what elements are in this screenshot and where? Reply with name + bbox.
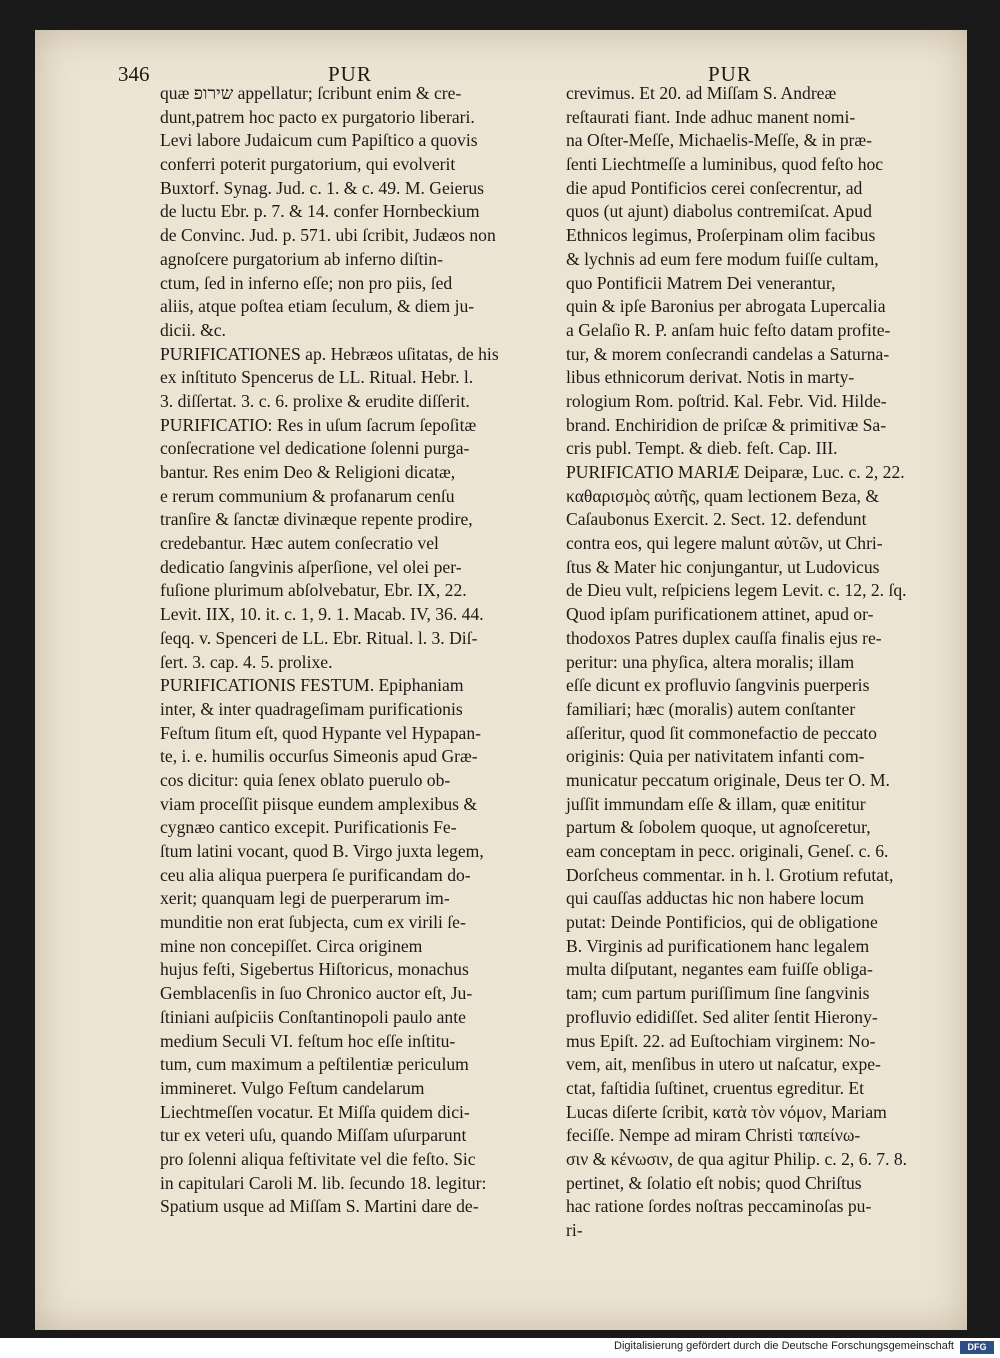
- text-line: quos (ut ajunt) diabolus contremiſcat. Apud: [566, 201, 872, 222]
- text-line: bantur. Res enim Deo & Religioni dicatæ,: [160, 462, 456, 482]
- text-line: tur ex veteri uſu, quando Miſſam uſurparunt: [160, 1125, 467, 1146]
- text-line: crevimus. Et 20. ad Miſſam S. Andreæ: [566, 83, 837, 103]
- text-line: Spatium usque ad Miſſam S. Martini dare de-: [160, 1196, 479, 1217]
- text-line: quæ שירופ appellatur; ſcribunt enim & cre-: [160, 83, 462, 103]
- text-line: ſtus & Mater hic conjungantur, ut Ludovicus: [566, 556, 880, 577]
- text-line: Dorſcheus commentar. in h. l. Grotium refutat,: [566, 864, 894, 885]
- text-line: & lychnis ad eum fere modum fuiſſe cultam,: [566, 248, 879, 269]
- text-line: Feſtum ſitum eſt, quod Hypante vel Hypapan-: [160, 722, 482, 743]
- text-line: Lucas diſerte ſcribit, κατὰ τὸν νόμον, Mariam: [566, 1101, 887, 1122]
- text-line: ſeqq. v. Spenceri de LL. Ebr. Ritual. l. 3. Diſ-: [160, 627, 478, 648]
- text-line: eſſe dicunt ex profluvio ſangvinis puerperis: [566, 675, 870, 696]
- text-line: aſſeritur, quod ſit commonefactio de peccato: [566, 722, 877, 743]
- text-line: familiari; hæc (moralis) autem conſtanter: [566, 698, 856, 719]
- text-line: die apud Pontificios cerei conſecrentur, ad: [566, 177, 863, 198]
- text-line: eam conceptam in pecc. originali, Geneſ. c. 6.: [566, 841, 889, 861]
- text-line: multa diſputant, negantes eam fuiſſe obliga-: [566, 959, 873, 980]
- text-line: quin & ipſe Baronius per abrogata Lupercalia: [566, 296, 886, 317]
- text-line: conſecratione vel dedicatione ſolenni purga-: [160, 438, 470, 459]
- text-line: conferri poterit purgatorium, qui evolverit: [160, 154, 456, 175]
- text-line: PURIFICATIONIS FESTUM. Epiphaniam: [160, 675, 464, 696]
- text-line: Ethnicos legimus, Proſerpinam olim facibus: [566, 225, 876, 246]
- text-line: B. Virginis ad purificationem hanc legalem: [566, 935, 870, 956]
- text-line: σιν & κένωσιν, de qua agitur Philip. c. 2, 6. 7. 8.: [566, 1148, 908, 1169]
- text-line: de Convinc. Jud. p. 571. ubi ſcribit, Judæos non: [160, 225, 496, 246]
- text-line: partum & ſobolem quoque, ut agnoſceretur,: [566, 817, 871, 838]
- text-line: ceu alia aliqua puerpera ſe purificandam do-: [160, 864, 471, 885]
- text-line: cygnæo cantico excepit. Purificationis Fe-: [160, 817, 457, 838]
- text-line: pro ſolenni aliqua feſtivitate vel die feſto. Sic: [160, 1148, 476, 1169]
- text-line: xerit; quanquam legi de puerperarum im-: [160, 888, 450, 909]
- text-line: 3. diſſertat. 3. c. 6. prolixe & erudite diſſerit.: [160, 390, 470, 411]
- text-line: viam proceſſit piisque eundem amplexibus &: [160, 793, 478, 814]
- text-line: ſert. 3. cap. 4. 5. prolixe.: [160, 651, 333, 672]
- text-line: qui cauſſas adductas hic non habere locum: [566, 888, 865, 909]
- text-line: munditie non erat ſubjecta, cum ex virili ſe-: [160, 912, 466, 933]
- text-line: feciſſe. Nempe ad miram Christi ταπείνω-: [566, 1125, 861, 1146]
- text-line: na Oſter-Meſſe, Michaelis-Meſſe, & in præ-: [566, 130, 872, 151]
- text-line: brand. Enchiridion de priſcæ & primitivæ Sa-: [566, 414, 887, 435]
- text-line: tranſire & ſanctæ divinæque repente prodire,: [160, 509, 473, 530]
- text-line: mus Epiſt. 22. ad Euſtochiam virginem: No-: [566, 1030, 876, 1051]
- text-line: e rerum communium & profanarum cenſu: [160, 485, 455, 506]
- text-line: originis: Quia per nativitatem infanti com-: [566, 746, 865, 767]
- text-line: te, i. e. humilis occurſus Simeonis apud Græ-: [160, 746, 478, 767]
- dfg-logo: DFG: [960, 1341, 994, 1354]
- text-line: juſſit immundam eſſe & illam, quæ enititur: [566, 793, 866, 814]
- text-line: ſenti Liechtmeſſe a luminibus, quod feſto hoc: [566, 154, 884, 175]
- text-line: Levit. IIX, 10. it. c. 1, 9. 1. Macab. IV, 36. 44.: [160, 604, 484, 625]
- text-line: municatur peccatum originale, Deus ter O. M.: [566, 769, 890, 790]
- text-line: agnoſcere purgatorium ab inferno diſtin-: [160, 248, 444, 269]
- text-line: quo Pontificii Matrem Dei venerantur,: [566, 272, 836, 293]
- text-line: ri-: [566, 1220, 583, 1240]
- text-line: mine non concepiſſet. Circa originem: [160, 935, 423, 956]
- running-head-left: PUR: [328, 62, 372, 86]
- text-line: καθαρισμὸς αὐτῆς, quam lectionem Beza, &: [566, 485, 880, 506]
- text-line: Caſaubonus Exercit. 2. Sect. 12. defendunt: [566, 509, 867, 530]
- text-line: cris publ. Tempt. & dieb. feſt. Cap. III.: [566, 438, 838, 459]
- text-line: de Dieu vult, reſpiciens legem Levit. c. 12, 2. ſq.: [566, 580, 907, 601]
- left-text-column: [160, 82, 538, 1219]
- text-line: inter, & inter quadrageſimam purificationis: [160, 698, 463, 719]
- text-line: in capitulari Caroli M. lib. ſecundo 18. legitur:: [160, 1172, 487, 1193]
- text-line: cos dicitur: quia ſenex oblato puerulo ob-: [160, 769, 451, 790]
- text-line: Levi labore Judaicum cum Papiſtico a quovis: [160, 130, 478, 151]
- page-number: 346: [118, 62, 150, 86]
- text-line: hac ratione ſordes noſtras peccaminoſas pu-: [566, 1196, 872, 1217]
- text-line: aliis, atque poſtea etiam ſeculum, & diem ju-: [160, 296, 475, 317]
- text-line: contra eos, qui legere malunt αὐτῶν, ut Chri-: [566, 533, 883, 554]
- text-line: tam; cum partum puriſſimum ſine ſangvinis: [566, 983, 870, 1004]
- running-head-right: PUR: [708, 62, 752, 86]
- text-line: PURIFICATIO MARIÆ Deiparæ, Luc. c. 2, 22.: [566, 462, 905, 482]
- text-line: putat: Deinde Pontificios, qui de obligatione: [566, 912, 878, 933]
- text-line: dicii. &c.: [160, 319, 226, 340]
- text-line: credebantur. Hæc autem conſecratio vel: [160, 533, 439, 554]
- text-line: PURIFICATIO: Res in uſum ſacrum ſepoſitæ: [160, 414, 477, 435]
- text-line: reſtaurati fiant. Inde adhuc manent nomi-: [566, 106, 856, 127]
- text-line: Buxtorf. Synag. Jud. c. 1. & c. 49. M. Geierus: [160, 177, 484, 198]
- text-line: ctum, ſed in inferno eſſe; non pro piis, ſed: [160, 272, 453, 293]
- text-line: immineret. Vulgo Feſtum candelarum: [160, 1077, 425, 1098]
- text-line: ctat, faſtidia ſuſtinet, cruentus egreditur. Et: [566, 1077, 865, 1098]
- text-line: thodoxos Patres duplex cauſſa finalis ejus re-: [566, 627, 882, 648]
- footer-credit: Digitalisierung gefördert durch die Deutsche Forschungsgemeinschaft: [614, 1340, 954, 1352]
- text-line: medium Seculi VI. feſtum hoc eſſe inſtitu-: [160, 1030, 456, 1051]
- text-line: ſtiniani auſpiciis Conſtantinopoli paulo ante: [160, 1006, 466, 1027]
- text-line: Liechtmeſſen vocatur. Et Miſſa quidem dici-: [160, 1101, 470, 1122]
- text-line: rologium Rom. poſtrid. Kal. Febr. Vid. Hilde-: [566, 390, 887, 411]
- text-line: PURIFICATIONES ap. Hebræos uſitatas, de his: [160, 343, 499, 364]
- text-line: profluvio edidiſſet. Sed aliter ſentit Hierony-: [566, 1006, 878, 1027]
- text-line: fuſione plurimum abſolvebatur, Ebr. IX, 22.: [160, 580, 467, 601]
- text-line: libus ethnicorum derivat. Notis in marty-: [566, 367, 855, 388]
- text-line: de luctu Ebr. p. 7. & 14. confer Hornbeckium: [160, 201, 480, 222]
- text-line: dedicatio ſangvinis aſperſione, vel olei per-: [160, 556, 462, 577]
- text-line: tum, cum maximum a peſtilentiæ periculum: [160, 1054, 469, 1075]
- digitization-footer: [0, 1338, 1000, 1358]
- text-line: peritur: una phyſica, altera moralis; illam: [566, 651, 855, 672]
- text-line: ſtum latini vocant, quod B. Virgo juxta legem,: [160, 841, 484, 861]
- text-line: vem, ait, menſibus in utero ut naſcatur, expe-: [566, 1054, 881, 1075]
- text-line: Gemblacenſis in ſuo Chronico auctor eſt, Ju-: [160, 983, 473, 1004]
- text-line: Quod ipſam purificationem attinet, apud or-: [566, 604, 874, 625]
- text-line: dunt,patrem hoc pacto ex purgatorio liberari.: [160, 106, 475, 127]
- right-text-column: [566, 82, 938, 1243]
- text-line: pertinet, & ſolatio eſt nobis; quod Chriſtus: [566, 1172, 862, 1193]
- text-line: hujus feſti, Sigebertus Hiſtoricus, monachus: [160, 959, 469, 980]
- text-line: a Gelaſio R. P. anſam huic feſto datam profite-: [566, 319, 891, 340]
- text-line: ex inſtituto Spencerus de LL. Ritual. Hebr. l.: [160, 367, 474, 388]
- text-line: tur, & morem conſecrandi candelas a Saturna-: [566, 343, 890, 364]
